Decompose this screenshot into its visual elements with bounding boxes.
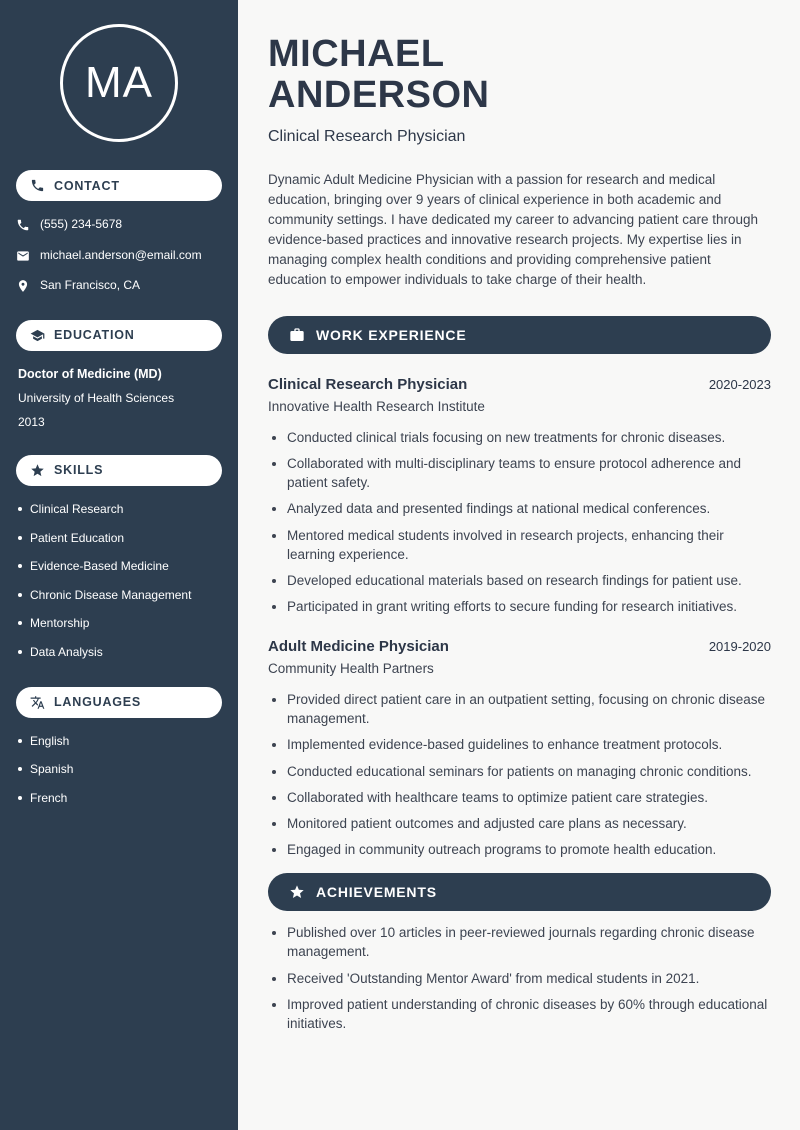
job-bullet: • Conducted educational seminars for patients on managing chronic conditions.	[287, 762, 771, 781]
contact-item-phone	[16, 217, 222, 233]
job-role: Adult Medicine Physician	[268, 638, 449, 656]
avatar-initials: MA	[85, 58, 153, 107]
skill-item: Evidence-Based Medicine	[18, 559, 222, 575]
job-header	[268, 638, 771, 655]
achievements-list	[287, 923, 771, 1033]
skill-item: Mentorship	[18, 616, 222, 632]
job-entry	[268, 376, 771, 616]
work-experience-header	[268, 316, 771, 354]
translate-icon	[30, 695, 45, 710]
star-icon	[289, 884, 305, 900]
job-bullet: • Collaborated with multi-disciplinary teams to ensure protocol adherence and patient safety.	[287, 454, 771, 492]
job-bullet: • Analyzed data and presented findings at national medical conferences.	[287, 499, 771, 518]
job-bullet: • Conducted clinical trials focusing on new treatments for chronic diseases.	[287, 428, 771, 447]
job-bullet: • Developed educational materials based on research findings for patient use.	[287, 571, 771, 590]
achievement-bullet: • Published over 10 articles in peer-reviewed journals regarding chronic disease management.	[287, 923, 771, 961]
job-dates: 2020-2023	[708, 376, 771, 392]
contact-item-location	[16, 278, 222, 294]
briefcase-icon	[289, 327, 305, 343]
job-company: Innovative Health Research Institute	[268, 398, 485, 414]
skill-item: Clinical Research	[18, 502, 222, 518]
email-address: michael.anderson@email.com	[40, 247, 202, 262]
contact-section-title: CONTACT	[54, 178, 120, 193]
languages-section-title: LANGUAGES	[54, 695, 142, 710]
skill-item: Chronic Disease Management	[18, 588, 222, 604]
achievement-bullet: • Received 'Outstanding Mentor Award' from medical students in 2021.	[287, 969, 771, 988]
job-header	[268, 376, 771, 393]
contact-item-email	[16, 248, 222, 264]
job-bullet: • Engaged in community outreach programs to promote health education.	[287, 840, 771, 859]
education-section-header	[16, 320, 222, 351]
job-company: Community Health Partners	[268, 661, 434, 677]
achievement-bullet: • Improved patient understanding of chronic diseases by 60% through educational initiatives.	[287, 995, 771, 1033]
job-dates: 2019-2020	[708, 639, 771, 655]
contact-section-header	[16, 170, 222, 201]
headline-job-title: Clinical Research Physician	[268, 128, 466, 146]
job-bullet-list	[287, 690, 771, 859]
achievements-title: ACHIEVEMENTS	[316, 884, 437, 901]
skills-section-header	[16, 455, 222, 486]
achievements-header	[268, 873, 771, 911]
language-item: Spanish	[18, 762, 222, 778]
job-bullet: • Implemented evidence-based guidelines to enhance treatment protocols.	[287, 735, 771, 754]
job-bullet: • Mentored medical students involved in research projects, enhancing their learning experience.	[287, 526, 771, 564]
phone-icon	[30, 178, 45, 193]
graduation-cap-icon	[30, 328, 45, 343]
job-bullet: • Collaborated with healthcare teams to optimize patient care strategies.	[287, 788, 771, 807]
job-role: Clinical Research Physician	[268, 375, 468, 393]
skill-item: Data Analysis	[18, 645, 222, 661]
job-bullet: • Participated in grant writing efforts to secure funding for research initiatives.	[287, 597, 771, 616]
languages-section-header	[16, 687, 222, 718]
phone-number: (555) 234-5678	[40, 217, 123, 231]
education-section-title: EDUCATION	[54, 328, 135, 343]
skills-section	[16, 455, 222, 661]
job-bullet: • Monitored patient outcomes and adjusted care plans as necessary.	[287, 814, 771, 833]
phone-icon	[16, 218, 30, 232]
education-degree: Doctor of Medicine (MD)	[18, 366, 162, 381]
sidebar	[0, 0, 238, 1130]
email-icon	[16, 249, 30, 263]
star-icon	[30, 463, 45, 478]
education-section	[16, 320, 222, 429]
job-bullet: • Provided direct patient care in an outpatient setting, focusing on chronic disease management.	[287, 690, 771, 728]
skills-section-title: SKILLS	[54, 463, 104, 478]
education-year: 2013	[18, 414, 45, 429]
first-name: MICHAEL	[268, 33, 445, 75]
location-text: San Francisco, CA	[40, 278, 141, 293]
job-entry	[268, 638, 771, 859]
avatar	[60, 24, 178, 142]
job-bullet-list	[287, 428, 771, 616]
skills-list	[18, 502, 222, 661]
education-school: University of Health Sciences	[18, 390, 175, 405]
language-item: English	[18, 734, 222, 750]
work-experience-title: WORK EXPERIENCE	[316, 326, 467, 343]
languages-list	[18, 734, 222, 807]
languages-section	[16, 687, 222, 807]
language-item: French	[18, 791, 222, 807]
professional-summary: Dynamic Adult Medicine Physician with a passion for research and medical education, bringing over 9 years of clinical experience in both academic and community settings. I have dedicated my career to advancing patient care through evidence-based practices and innovative research projects. My expertise lies in managing complex health conditions and providing comprehensive patient education to empower individuals to take charge of their health.	[268, 172, 759, 287]
contact-section	[16, 170, 222, 294]
main-content	[238, 0, 800, 1130]
contact-list	[16, 217, 222, 294]
location-icon	[16, 279, 30, 293]
skill-item: Patient Education	[18, 531, 222, 547]
last-name: ANDERSON	[268, 74, 490, 117]
